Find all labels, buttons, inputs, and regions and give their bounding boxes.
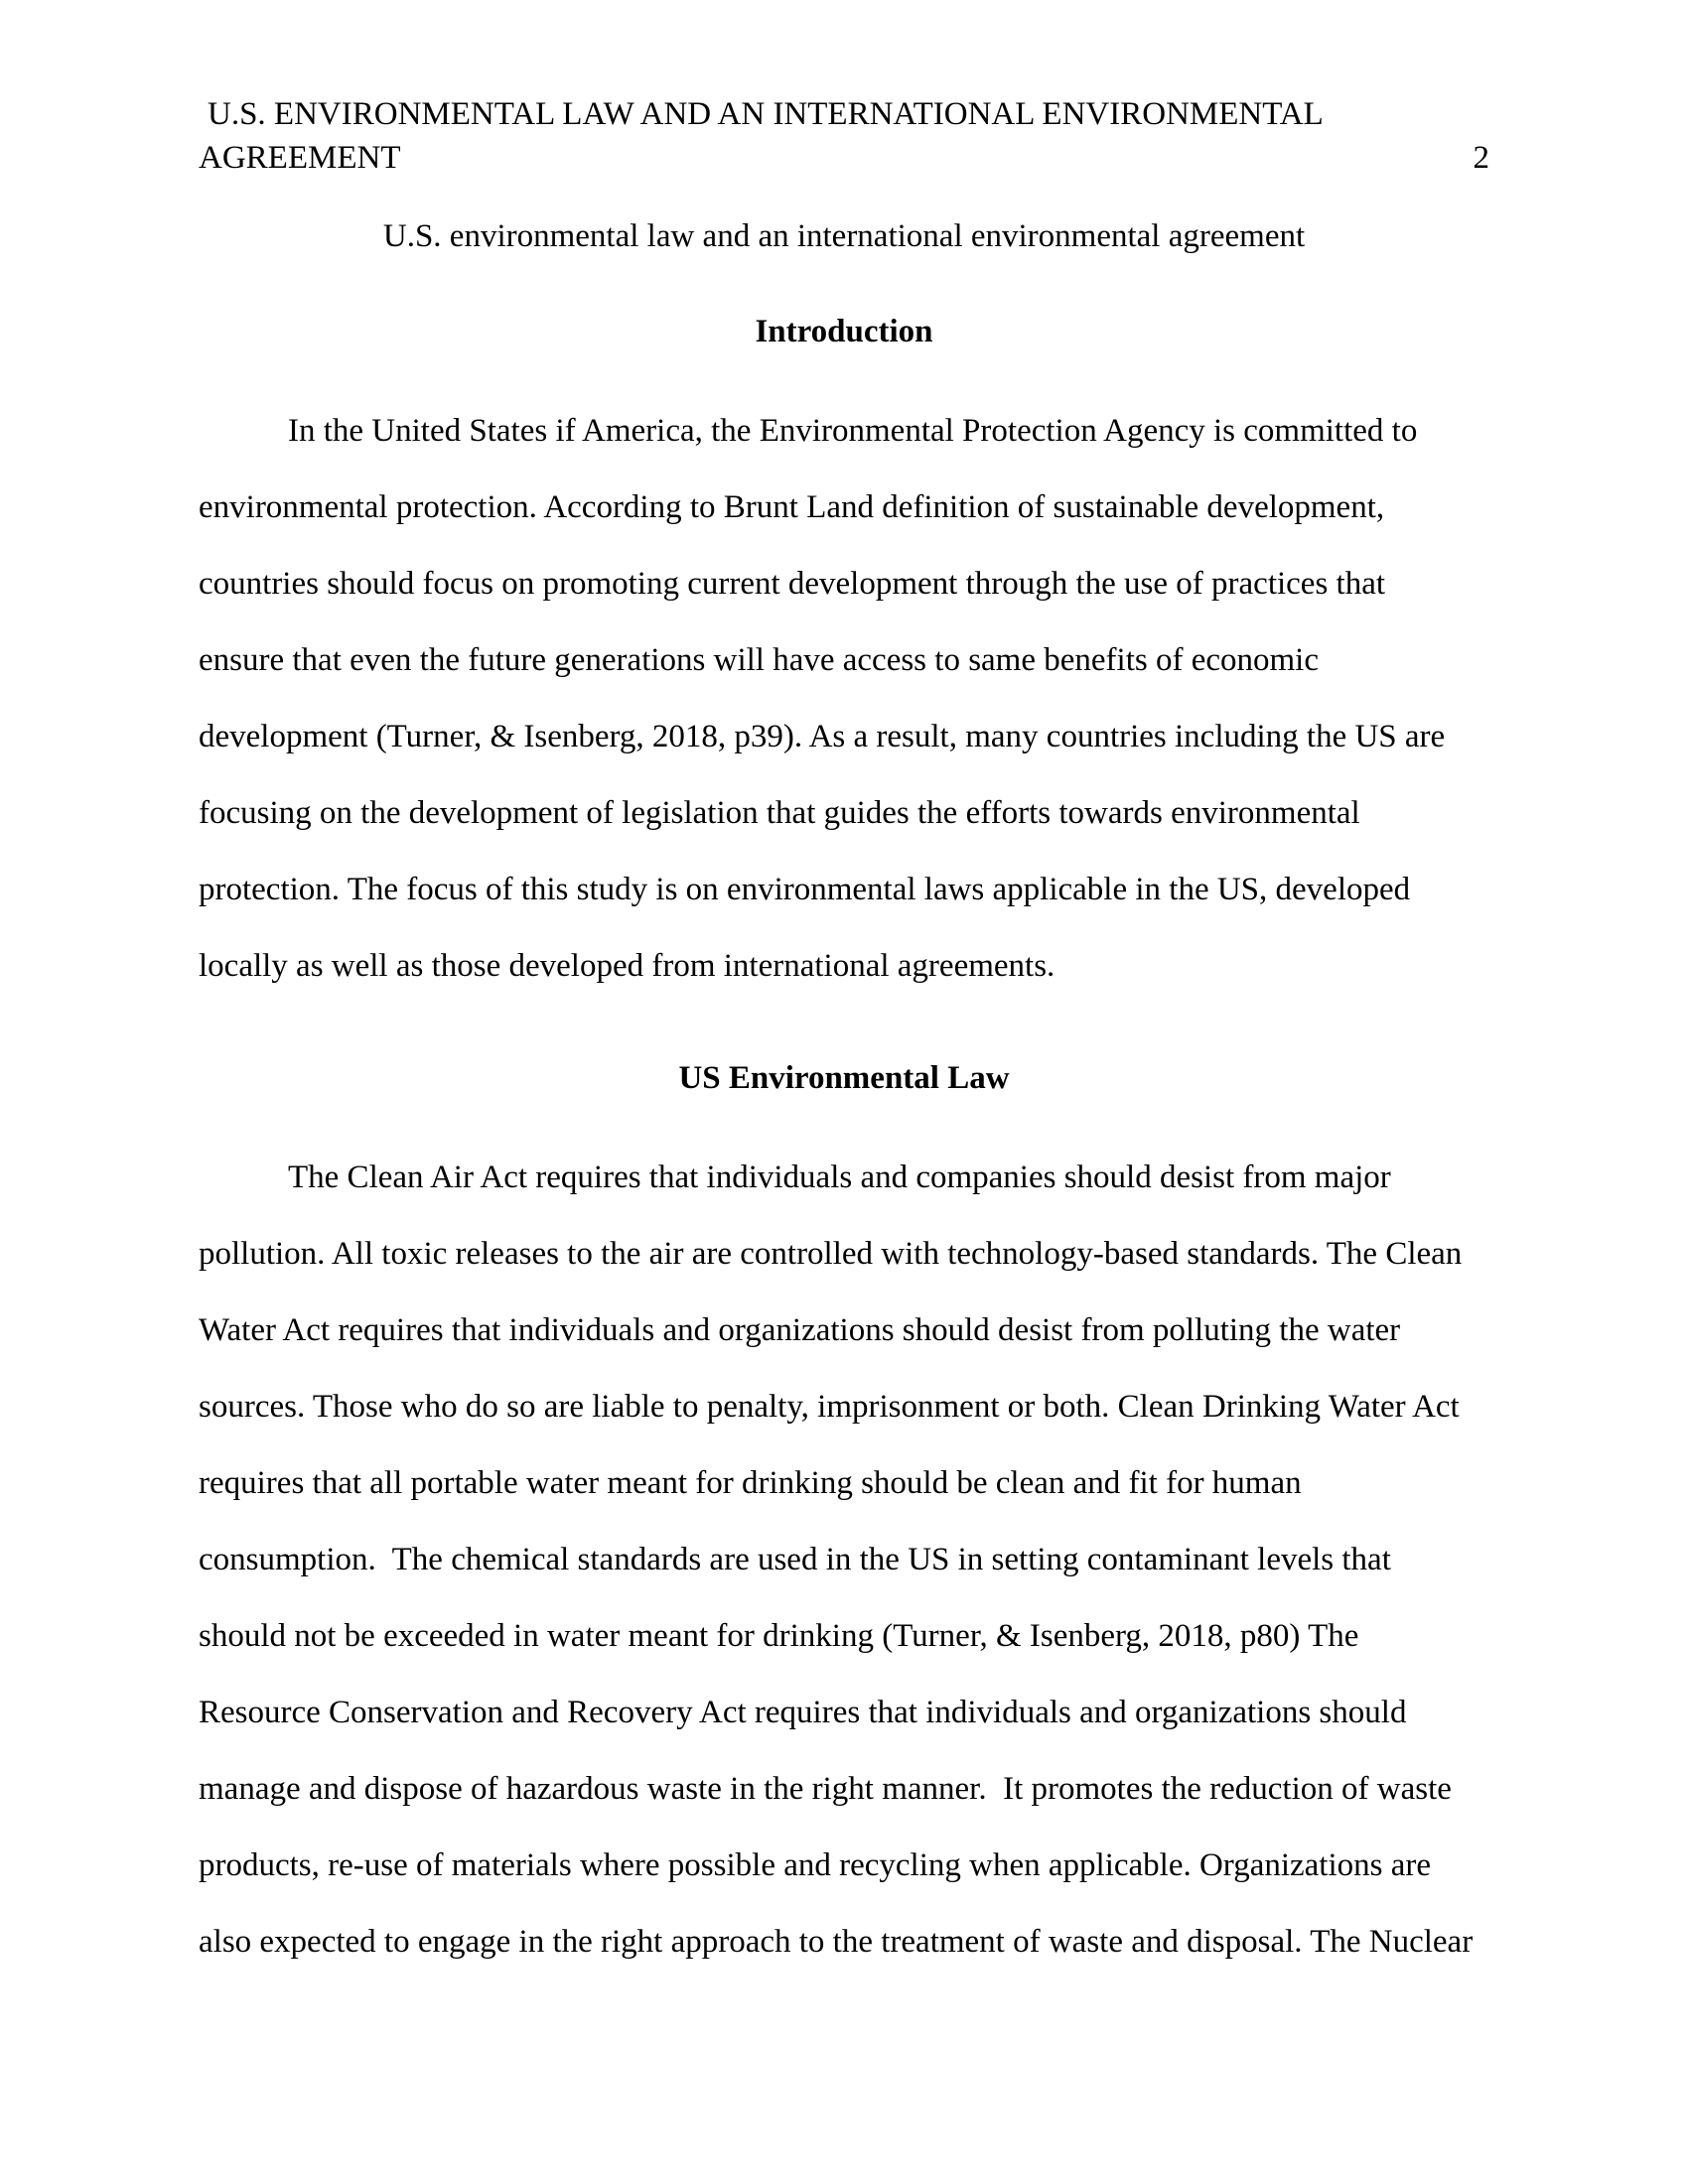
paragraph-line: should not be exceeded in water meant for drinking (Turner, & Isenberg, 2018, p80) The: [199, 1618, 1359, 1654]
paragraph-line: The Clean Air Act requires that individuals and companies should desist from major: [288, 1160, 1391, 1195]
section-heading: Introduction: [755, 314, 933, 349]
paragraph-line: countries should focus on promoting current development through the use of practices that: [199, 566, 1386, 602]
running-head: [199, 92, 1489, 180]
paragraph-line: environmental protection. According to Brunt Land definition of sustainable development,: [199, 489, 1385, 525]
paragraph-line: Resource Conservation and Recovery Act requires that individuals and organizations should: [199, 1695, 1407, 1730]
paragraph-line: requires that all portable water meant for drinking should be clean and fit for human: [199, 1465, 1302, 1501]
paragraph-line: development (Turner, & Isenberg, 2018, p39). As a result, many countries including the US are: [199, 719, 1446, 754]
paragraph: [199, 1140, 1489, 1980]
page-number: 2: [1473, 140, 1489, 176]
document-title: U.S. environmental law and an international environmental agreement: [382, 218, 1306, 254]
paragraph-line: sources. Those who do so are liable to penalty, imprisonment or both. Clean Drinking Water Act: [199, 1389, 1460, 1425]
paragraph-line: Water Act requires that individuals and organizations should desist from polluting the water: [199, 1312, 1401, 1348]
paragraph-line: also expected to engage in the right approach to the treatment of waste and disposal. The Nuclear: [199, 1924, 1474, 1960]
running-head-line1: U.S. ENVIRONMENTAL LAW AND AN INTERNATIONAL ENVIRONMENTAL: [208, 96, 1324, 132]
section-heading: US Environmental Law: [678, 1060, 1010, 1096]
running-head-line2: [199, 136, 1489, 180]
paragraph-line: products, re-use of materials where possible and recycling when applicable. Organizations are: [199, 1847, 1432, 1883]
document-body: [199, 310, 1489, 1980]
paragraph-line: In the United States if America, the Environmental Protection Agency is committed to: [288, 413, 1418, 449]
paragraph-line: manage and dispose of hazardous waste in the right manner. It promotes the reduction of waste: [199, 1771, 1452, 1807]
running-head-line2-text: AGREEMENT: [199, 140, 401, 176]
paragraph-line: protection. The focus of this study is on environmental laws applicable in the US, developed: [199, 872, 1411, 907]
paragraph: [199, 393, 1489, 1005]
paragraph-line: ensure that even the future generations will have access to same benefits of economic: [199, 642, 1319, 678]
paragraph-line: focusing on the development of legislation that guides the efforts towards environmental: [199, 795, 1360, 831]
paragraph-line: consumption. The chemical standards are used in the US in setting contaminant levels that: [199, 1542, 1391, 1577]
paragraph-line: pollution. All toxic releases to the air are controlled with technology-based standards. The Clean: [199, 1236, 1463, 1272]
paragraph-line: locally as well as those developed from international agreements.: [199, 948, 1055, 984]
